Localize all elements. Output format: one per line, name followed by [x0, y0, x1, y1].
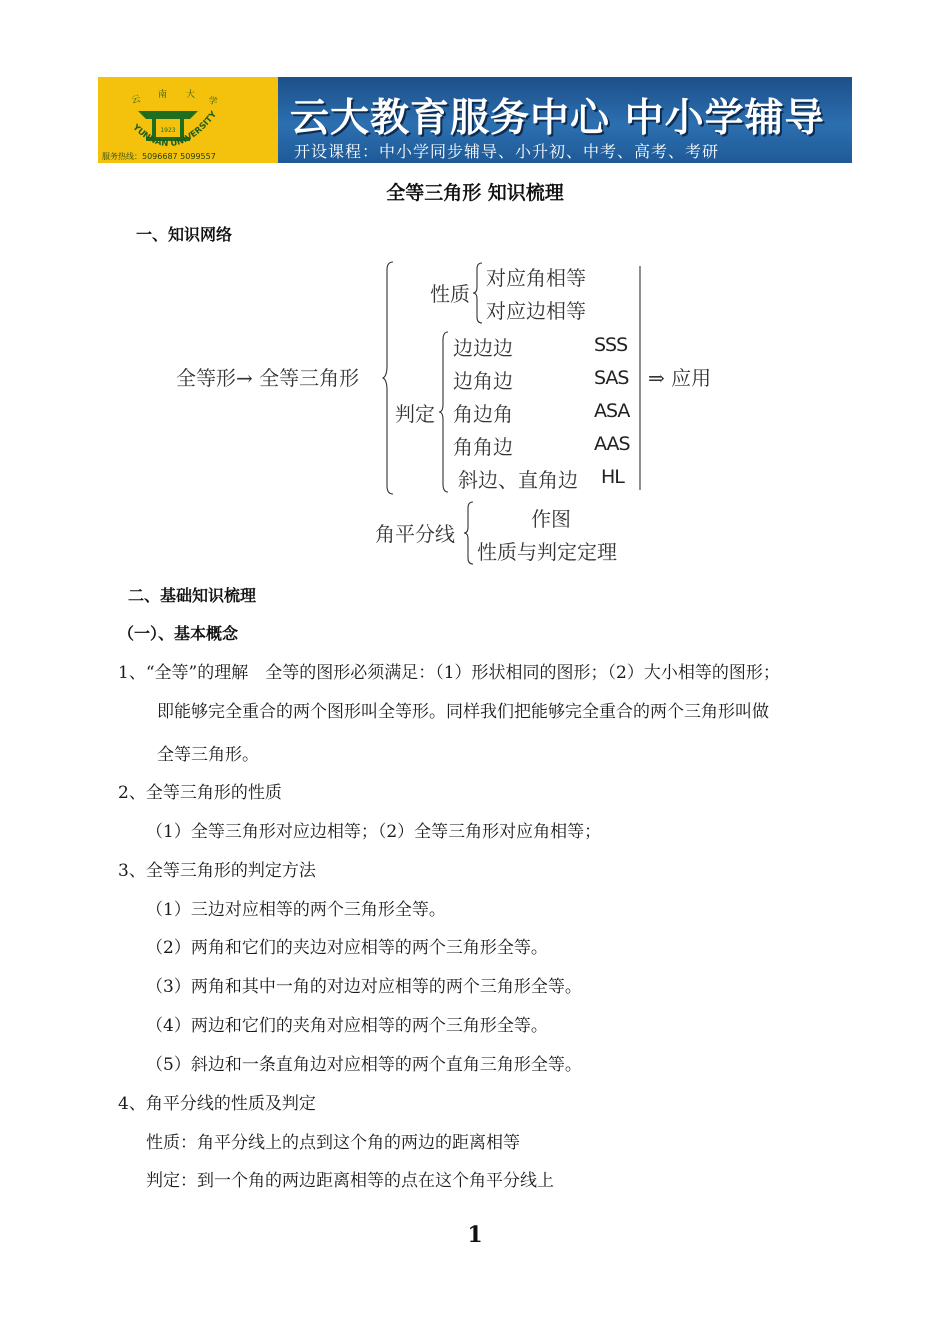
paragraph-line: 3、全等三角形的判定方法 — [118, 861, 316, 881]
criteria-abbr: SSS — [594, 334, 628, 356]
section-knowledge-network: 一、知识网络 — [136, 225, 233, 244]
page-number: 1 — [467, 1222, 483, 1248]
bisector-label: 角平分线 — [375, 522, 455, 546]
paragraph-line: （4）两边和它们的夹角对应相等的两个三角形全等。 — [146, 1016, 548, 1036]
criteria-name: 角边角 — [453, 402, 513, 426]
paragraph-line: 全等三角形。 — [157, 745, 259, 765]
criteria-label: 判定 — [395, 402, 435, 426]
property-item: 对应边相等 — [486, 299, 586, 323]
paragraph-line: 即能够完全重合的两个图形叫全等形。同样我们把能够完全重合的两个三角形叫做 — [157, 702, 769, 722]
criteria-name: 角角边 — [453, 435, 513, 459]
section-basic-knowledge: 二、基础知识梳理 — [128, 586, 257, 605]
property-brace — [473, 263, 483, 323]
criteria-abbr: SAS — [594, 367, 629, 389]
svg-text:YUNNAN UNIVERSITY: YUNNAN UNIVERSITY — [130, 109, 220, 150]
svg-text:学: 学 — [207, 96, 219, 108]
criteria-abbr: ASA — [594, 400, 630, 422]
svg-text:1923: 1923 — [160, 127, 176, 134]
criteria-name: 边角边 — [453, 369, 513, 393]
bisector-brace — [464, 502, 474, 564]
paragraph-line: （2）两角和它们的夹边对应相等的两个三角形全等。 — [146, 938, 548, 958]
paragraph-line: 判定：到一个角的两边距离相等的点在这个角平分线上 — [146, 1171, 554, 1191]
banner-title: 云大教育服务中心 中小学辅导 — [290, 96, 825, 141]
svg-text:大: 大 — [186, 90, 196, 100]
paragraph-line: 1、“全等”的理解 全等的图形必须满足：（1）形状相同的图形；（2）大小相等的图形； — [118, 663, 780, 683]
property-item: 对应角相等 — [486, 266, 586, 290]
property-label: 性质 — [430, 282, 470, 306]
banner-subtitle: 开设课程：中小学同步辅导、小升初、中考、高考、考研 — [294, 142, 720, 161]
main-brace — [383, 262, 395, 494]
svg-text:南: 南 — [158, 90, 168, 100]
paragraph-line: 4、角平分线的性质及判定 — [118, 1094, 316, 1114]
document-title: 全等三角形 知识梳理 — [386, 182, 564, 204]
criteria-brace — [439, 332, 449, 492]
criteria-abbr: AAS — [594, 433, 630, 455]
application-arrow: ⇒ 应用 — [648, 366, 712, 390]
university-logo — [108, 81, 228, 159]
paragraph-line: （1）全等三角形对应边相等；（2）全等三角形对应角相等； — [146, 822, 602, 842]
svg-text:云: 云 — [130, 94, 142, 106]
criteria-name: 边边边 — [453, 336, 513, 360]
paragraph-line: （5）斜边和一条直角边对应相等的两个直角三角形全等。 — [146, 1055, 582, 1075]
diagram-root: 全等形→ 全等三角形 — [176, 366, 360, 390]
bisector-item: 作图 — [531, 507, 571, 531]
header-banner — [98, 77, 852, 163]
subsection-basic-concepts: （一）、基本概念 — [118, 624, 239, 643]
closing-bar — [638, 266, 642, 490]
paragraph-line: 性质：角平分线上的点到这个角的两边的距离相等 — [146, 1133, 520, 1153]
paragraph-line: 2、全等三角形的性质 — [118, 783, 282, 803]
banner-hotline: 服务热线：5096687 5099557 — [102, 152, 216, 161]
paragraph-line: （3）两角和其中一角的对边对应相等的两个三角形全等。 — [146, 977, 582, 997]
criteria-abbr: HL — [601, 466, 624, 488]
bisector-item: 性质与判定定理 — [477, 540, 617, 564]
criteria-name: 斜边、直角边 — [458, 468, 578, 492]
paragraph-line: （1）三边对应相等的两个三角形全等。 — [146, 900, 446, 920]
